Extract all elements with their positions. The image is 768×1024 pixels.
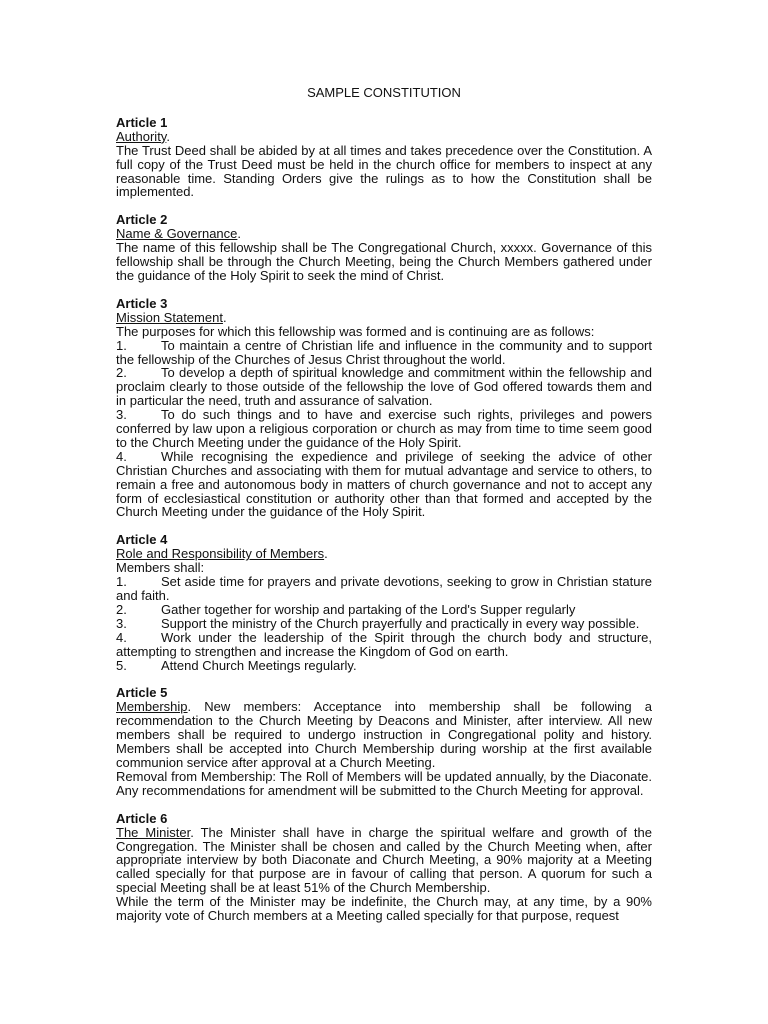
article-body [116, 826, 652, 896]
list-item-number: 4. [116, 629, 127, 645]
article-heading-line [116, 130, 652, 144]
article-2 [116, 213, 652, 283]
list-item-number: 2. [116, 365, 127, 381]
list-item-number: 4. [116, 448, 127, 464]
heading-period: . [324, 546, 328, 562]
list-item-text: To develop a depth of spiritual knowledge and commitment within the fellowship and proclaim clearly to those outside of the fellowship the love of God offered towards them and in particular the need, truth and assurance of salvation. [116, 365, 652, 409]
list-item-number: 1. [116, 337, 127, 353]
article-body-continued: Removal from Membership: The Roll of Members will be updated annually, by the Diaconate. Any recommendations for amendment will be submitted to the Church Meeting for approval. [116, 768, 652, 798]
heading-period: . [166, 128, 170, 144]
article-number: Article 2 [116, 212, 168, 228]
article-3 [116, 297, 652, 520]
article-heading-line [116, 227, 652, 241]
article-heading-line [116, 547, 652, 561]
article-5 [116, 686, 652, 797]
list-item [116, 603, 652, 617]
article-number: Article 3 [116, 295, 168, 311]
list-item-number: 5. [116, 657, 127, 673]
article-number: Article 1 [116, 114, 168, 130]
list-item [116, 366, 652, 408]
article-heading: Mission Statement [116, 309, 223, 325]
article-body-text: . The Minister shall have in charge the spiritual welfare and growth of the Congregation. The Minister shall be chosen and called by the Church Meeting when, after appropriate interview by both Diaconate and Church Meeting, a 90% majority at a Meeting called specially for that purpose are in favour of calling that person. A quorum for such a special Meeting shall be at least 51% of the Church Membership. [116, 824, 652, 896]
list-item-text: To maintain a centre of Christian life and influence in the community and to support the fellowship of the Churches of Jesus Christ throughout the world. [116, 337, 652, 367]
article-heading: Name & Governance [116, 226, 238, 242]
list-item-text: Gather together for worship and partaking of the Lord's Supper regularly [161, 601, 576, 617]
list-item-text: Support the ministry of the Church prayerfully and practically in every way possible. [161, 615, 640, 631]
list-item-text: Attend Church Meetings regularly. [161, 657, 357, 673]
article-body: The name of this fellowship shall be The Congregational Church, xxxxx. Governance of this fellowship shall be through the Church Meeting, being the Church Members gathered under the guidance of the Holy Spirit to seek the mind of Christ. [116, 240, 652, 283]
article-number: Article 4 [116, 532, 168, 548]
list-item-text: While recognising the expedience and privilege of seeking the advice of other Christian Churches and associating with them for mutual advantage and service to others, to remain a free and autonomous body in matters of church governance and not to accept any form of ecclesiastical constitution or authority other than that formed and accepted by the Church Meeting under the guidance of the Holy Spirit. [116, 448, 652, 520]
article-heading: Membership [116, 699, 188, 715]
article-body-continued: While the term of the Minister may be indefinite, the Church may, at any time, by a 90% majority vote of Church members at a Meeting called specially for that purpose, request [116, 894, 652, 924]
article-number: Article 6 [116, 810, 168, 826]
document-title: SAMPLE CONSTITUTION [307, 85, 461, 100]
heading-period: . [237, 226, 242, 242]
list-item [116, 408, 652, 450]
list-item-text: Set aside time for prayers and private devotions, seeking to grow in Christian stature and faith. [116, 574, 652, 603]
list-item-text: Work under the leadership of the Spirit through the church body and structure, attempting to strengthen and increase the Kingdom of God on earth. [116, 629, 652, 659]
article-heading: Authority [116, 128, 167, 144]
article-body: The Trust Deed shall be abided by at all times and takes precedence over the Constitution. A full copy of the Trust Deed must be held in the church office for members to inspect at any reasonable time. Standing Orders give the rulings as to how the Constitution shall be implemented. [116, 142, 652, 200]
list-item [116, 575, 652, 603]
list-item [116, 339, 652, 367]
article-heading: Role and Responsibility of Members [116, 546, 325, 562]
article-heading: The Minister [116, 824, 191, 840]
article-4 [116, 533, 652, 672]
list-item-text: To do such things and to have and exercise such rights, privileges and powers conferred by law upon a religious corporation or church as may from time to time seem good to the Church Meeting under the guidance of the Holy Spirit. [116, 407, 652, 450]
list-item [116, 659, 652, 673]
article-heading-line [116, 311, 652, 325]
article-1 [116, 116, 652, 199]
article-6 [116, 812, 652, 923]
article-body-text: . New members: Acceptance into membership shall be following a recommendation to the Church Meeting by Deacons and Minister, after interview. All new members shall be required to undergo instruction in Congregational polity and history. Members shall be accepted into Church Membership during worship at the first available communion service after approval at a Church Meeting. [116, 699, 652, 770]
list-item-number: 3. [116, 615, 127, 631]
list-item [116, 450, 652, 520]
list-item [116, 617, 652, 631]
article-body [116, 700, 652, 770]
heading-period: . [222, 309, 227, 325]
list-item-number: 2. [116, 601, 127, 617]
document-page [116, 86, 652, 937]
article-intro: The purposes for which this fellowship was formed and is continuing are as follows: [116, 323, 595, 339]
article-number: Article 5 [116, 685, 168, 701]
list-item-number: 3. [116, 407, 127, 423]
list-item-number: 1. [116, 574, 127, 590]
list-item [116, 631, 652, 659]
article-intro: Members shall: [116, 560, 205, 576]
